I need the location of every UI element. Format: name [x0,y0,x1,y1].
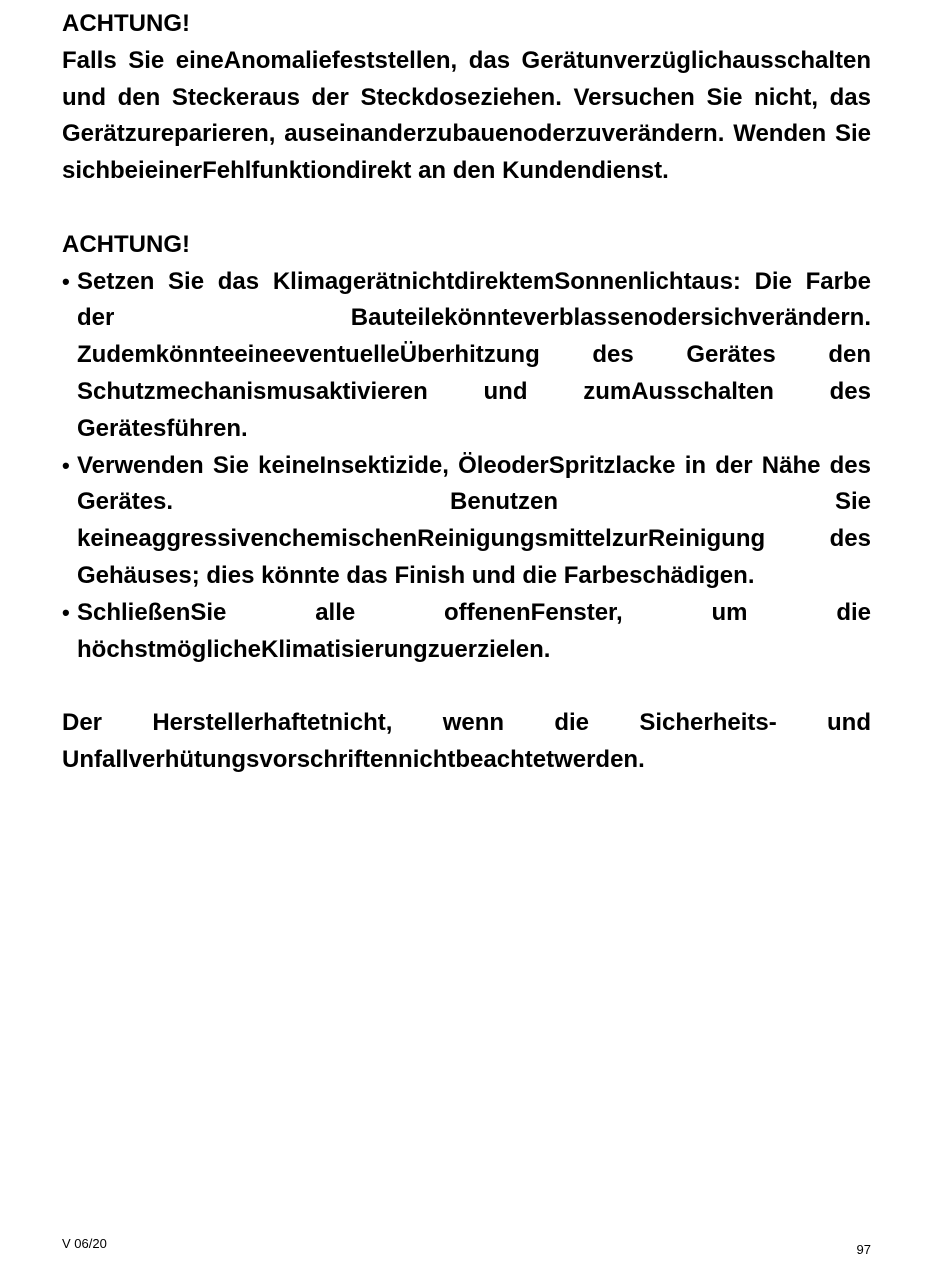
warning-heading-2: ACHTUNG! [62,230,190,258]
document-body [62,6,871,779]
warning-heading-1: ACHTUNG! [62,10,190,37]
bullet-item-windows [62,595,871,669]
bullet-item-sunlight [62,264,871,448]
bullet-dot-icon: • [62,268,70,294]
bullet-text: Setzen Sie das KlimagerätnichtdirektemSonnenlichtaus: Die Farbe der Bauteilekönnteverblassenodersichverändern. ZudemkönnteeineeventuelleÜberhitzung des Gerätes den Schutzmechanismusaktivieren und zumAusschalten des Gerätesführen. [77,267,871,442]
warning-bullet-list [62,264,871,669]
bullet-item-chemicals [62,448,871,595]
version-label: V 06/20 [62,1236,107,1251]
bullet-dot-icon: • [62,452,70,478]
spacer [62,668,871,705]
warning-paragraph-1: Falls Sie eineAnomaliefeststellen, das Gerätunverzüglichausschalten und den Steckeraus der Steckdoseziehen. Versuchen Sie nicht, das Gerätzureparieren, auseinanderzubauenoderzuverändern. Wenden Sie sichbeieinerFehlfunktiondirekt an den Kundendienst. [62,46,871,185]
spacer [62,190,871,227]
bullet-text: SchließenSie alle offenenFenster, um die höchstmöglicheKlimatisierungzuerzielen. [77,598,871,663]
page-number: 97 [856,1242,871,1257]
liability-disclaimer: Der Herstellerhaftetnicht, wenn die Sicherheits- und Unfallverhütungsvorschriftennichtbeachtetwerden. [62,709,871,773]
bullet-text: Verwenden Sie keineInsektizide, ÖleoderSpritzlacke in der Nähe des Gerätes. Benutzen Sie keineaggressivenchemischenReinigungsmittelzurReinigung des Gehäuses; dies könnte das Finish und die Farbeschädigen. [77,451,871,589]
bullet-dot-icon: • [62,599,70,625]
